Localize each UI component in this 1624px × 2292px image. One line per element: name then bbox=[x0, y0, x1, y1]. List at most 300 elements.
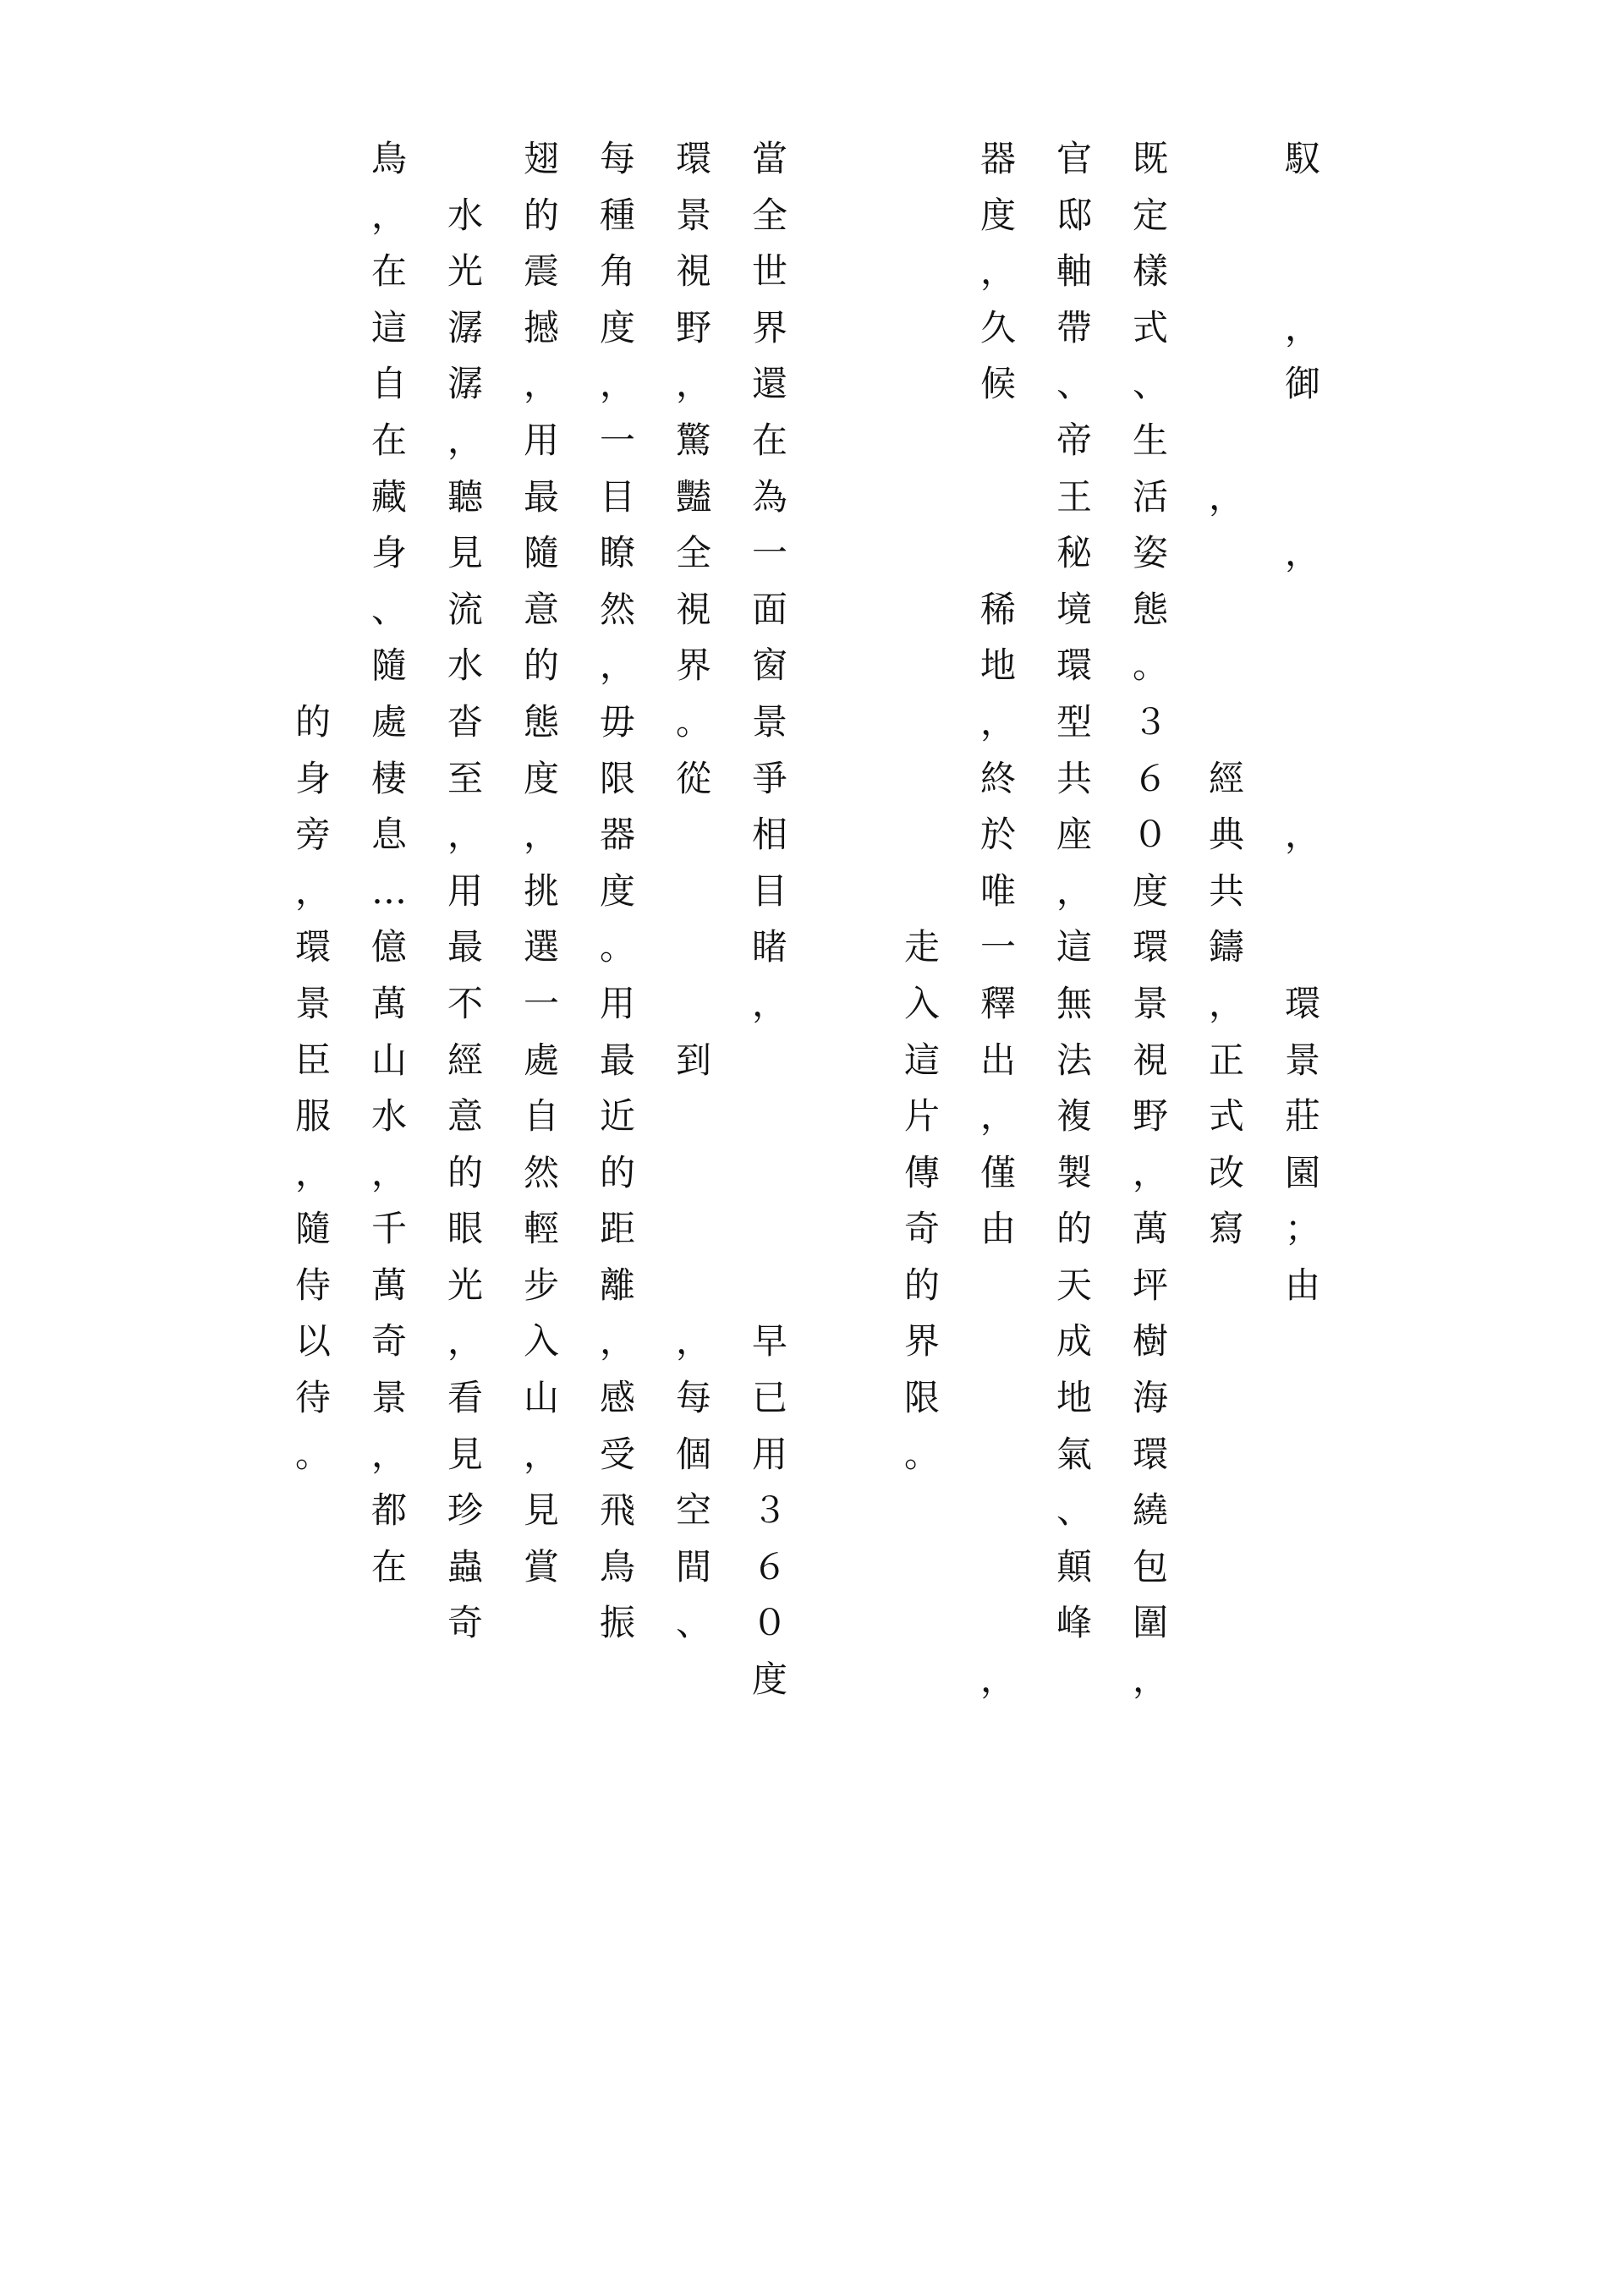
column-character: 園 bbox=[1284, 1151, 1320, 1193]
column-character: 目 bbox=[599, 475, 635, 518]
column-character: 傳 bbox=[903, 1151, 940, 1193]
column-character: ０ bbox=[751, 1602, 787, 1644]
column-character: 受 bbox=[599, 1433, 635, 1475]
column-character: 。 bbox=[599, 926, 635, 968]
column-character: ， bbox=[675, 363, 711, 405]
column-character: 成 bbox=[1056, 1320, 1092, 1363]
column-character bbox=[431, 131, 499, 188]
column-character: 至 bbox=[447, 757, 483, 799]
text-column-7 bbox=[736, 131, 804, 1708]
column-character: 已 bbox=[751, 1377, 787, 1419]
column-character: 見 bbox=[523, 1489, 559, 1532]
column-character bbox=[660, 919, 727, 976]
column-character: 侍 bbox=[294, 1264, 331, 1306]
column-character: 型 bbox=[1056, 700, 1092, 743]
column-character: … bbox=[371, 869, 407, 912]
column-character: 奇 bbox=[903, 1208, 940, 1250]
column-character bbox=[1193, 188, 1260, 244]
column-character bbox=[736, 1088, 804, 1145]
column-character: 寫 bbox=[1208, 1208, 1244, 1250]
column-character: 最 bbox=[599, 1039, 635, 1081]
column-character bbox=[888, 131, 956, 188]
column-character bbox=[660, 807, 727, 864]
column-character bbox=[1269, 582, 1336, 639]
column-character: ， bbox=[523, 1433, 559, 1475]
column-character bbox=[1193, 356, 1260, 413]
column-character: 地 bbox=[1056, 1377, 1092, 1419]
column-character: 御 bbox=[1284, 363, 1320, 405]
column-character bbox=[964, 525, 1032, 582]
column-character: 潺 bbox=[447, 306, 483, 348]
column-character: ， bbox=[294, 1151, 331, 1193]
column-character: 莊 bbox=[1284, 1095, 1320, 1138]
column-character bbox=[888, 244, 956, 300]
column-character bbox=[1193, 244, 1260, 300]
column-character bbox=[888, 638, 956, 694]
column-character: 離 bbox=[599, 1264, 635, 1306]
column-character: 在 bbox=[370, 1545, 407, 1587]
text-column-8 bbox=[660, 131, 727, 1652]
column-character: 在 bbox=[370, 250, 407, 293]
column-character: 視 bbox=[675, 588, 711, 630]
column-character: 隨 bbox=[523, 532, 559, 574]
column-character bbox=[1193, 300, 1260, 357]
column-character bbox=[888, 694, 956, 751]
column-character: 自 bbox=[523, 1095, 559, 1138]
column-character: ， bbox=[1208, 475, 1244, 518]
column-character: 、 bbox=[1056, 1489, 1092, 1532]
column-character: 視 bbox=[1132, 1039, 1168, 1081]
column-character: ； bbox=[1284, 1208, 1320, 1250]
column-character bbox=[1193, 413, 1260, 469]
column-character: 經 bbox=[1208, 757, 1244, 799]
column-character: 感 bbox=[599, 1377, 635, 1419]
column-character: 天 bbox=[1056, 1264, 1092, 1306]
column-character bbox=[1193, 525, 1260, 582]
column-character: 環 bbox=[675, 138, 711, 179]
text-column-10 bbox=[508, 131, 575, 1595]
column-character: 環 bbox=[1056, 644, 1092, 687]
column-character: 瞭 bbox=[599, 532, 635, 574]
column-character: 器 bbox=[979, 138, 1016, 179]
column-character: 旁 bbox=[294, 814, 331, 856]
column-character: 度 bbox=[979, 194, 1016, 236]
column-character: 選 bbox=[523, 926, 559, 968]
column-character: 山 bbox=[370, 1039, 407, 1081]
column-character: ， bbox=[979, 1659, 1016, 1701]
column-character: 鳥 bbox=[370, 138, 407, 179]
column-character: 的 bbox=[447, 1151, 483, 1193]
column-character: ， bbox=[370, 1151, 407, 1193]
column-character: 翅 bbox=[523, 138, 559, 179]
column-character: 眼 bbox=[447, 1208, 483, 1250]
column-character: ， bbox=[1056, 869, 1092, 912]
column-character: ， bbox=[1132, 1151, 1168, 1193]
column-character: 服 bbox=[294, 1095, 331, 1138]
column-character bbox=[964, 1313, 1032, 1370]
column-character bbox=[660, 1258, 727, 1314]
column-character: 。 bbox=[294, 1433, 331, 1475]
text-column-13 bbox=[279, 131, 347, 1483]
column-character: 邸 bbox=[1056, 194, 1092, 236]
column-character: 撼 bbox=[523, 306, 559, 348]
column-character: 一 bbox=[523, 982, 559, 1024]
column-character: 野 bbox=[675, 306, 711, 348]
column-character bbox=[1269, 469, 1336, 526]
column-character bbox=[279, 131, 347, 188]
column-character: 蟲 bbox=[447, 1545, 483, 1587]
column-character: ， bbox=[370, 194, 407, 236]
column-character bbox=[964, 469, 1032, 526]
column-character: 式 bbox=[1208, 1095, 1244, 1138]
column-character: 王 bbox=[1056, 475, 1092, 518]
column-character: ， bbox=[523, 814, 559, 856]
column-character: 繞 bbox=[1132, 1489, 1168, 1532]
column-character: ， bbox=[751, 982, 787, 1024]
column-character bbox=[279, 413, 347, 469]
column-character bbox=[888, 469, 956, 526]
column-character: 最 bbox=[447, 926, 483, 968]
column-character: 藏 bbox=[370, 475, 407, 518]
column-character: 候 bbox=[979, 363, 1016, 405]
column-character: 萬 bbox=[370, 1264, 407, 1306]
column-character: 不 bbox=[447, 982, 483, 1024]
column-character: 的 bbox=[903, 1264, 940, 1306]
column-character: 馭 bbox=[1284, 138, 1320, 179]
column-character: 度 bbox=[599, 869, 635, 912]
column-character: 圍 bbox=[1132, 1602, 1168, 1644]
column-character: 當 bbox=[751, 138, 787, 179]
column-character: 驚 bbox=[675, 419, 711, 461]
column-character: 息 bbox=[370, 814, 407, 856]
column-character: 種 bbox=[599, 194, 635, 236]
column-character: 個 bbox=[675, 1433, 711, 1475]
column-character: 經 bbox=[447, 1039, 483, 1081]
column-character bbox=[279, 188, 347, 244]
column-character: 景 bbox=[751, 700, 787, 743]
column-character: 出 bbox=[979, 1039, 1016, 1081]
column-character: 以 bbox=[294, 1320, 331, 1363]
column-character: 身 bbox=[370, 532, 407, 574]
column-character: 在 bbox=[751, 419, 787, 461]
column-character: 然 bbox=[599, 588, 635, 630]
column-character: 潺 bbox=[447, 363, 483, 405]
column-character: 唯 bbox=[979, 869, 1016, 912]
column-character: 度 bbox=[523, 757, 559, 799]
column-character: 限 bbox=[599, 757, 635, 799]
column-character bbox=[660, 1145, 727, 1202]
column-character: 用 bbox=[751, 1433, 787, 1475]
column-character: 入 bbox=[523, 1320, 559, 1363]
column-character bbox=[1269, 188, 1336, 244]
text-column-9 bbox=[584, 131, 651, 1652]
column-character: 早 bbox=[751, 1320, 787, 1363]
column-character bbox=[888, 582, 956, 639]
column-character: 器 bbox=[599, 814, 635, 856]
column-character: 顛 bbox=[1056, 1545, 1092, 1587]
column-character: 包 bbox=[1132, 1545, 1168, 1587]
column-character: 每 bbox=[599, 138, 635, 179]
column-character: 氣 bbox=[1056, 1433, 1092, 1475]
column-character: 無 bbox=[1056, 982, 1092, 1024]
column-character: 山 bbox=[523, 1377, 559, 1419]
column-character: ， bbox=[447, 814, 483, 856]
column-character: 棲 bbox=[370, 757, 407, 799]
text-column-11 bbox=[431, 131, 499, 1652]
column-character: 隨 bbox=[370, 644, 407, 687]
column-character: ， bbox=[294, 869, 331, 912]
column-character: 、 bbox=[1056, 363, 1092, 405]
column-character: 生 bbox=[1132, 419, 1168, 461]
column-character: 式 bbox=[1132, 306, 1168, 348]
column-character: 相 bbox=[751, 814, 787, 856]
column-character: ０ bbox=[1132, 814, 1168, 856]
column-character: 這 bbox=[1056, 926, 1092, 968]
column-character: ， bbox=[979, 250, 1016, 293]
column-character: 久 bbox=[979, 306, 1016, 348]
column-character: 臣 bbox=[294, 1039, 331, 1081]
column-character: 奇 bbox=[447, 1602, 483, 1644]
text-column-1 bbox=[1269, 131, 1336, 1313]
column-character: 飛 bbox=[599, 1489, 635, 1532]
column-character: 水 bbox=[447, 194, 483, 236]
column-character: 全 bbox=[751, 194, 787, 236]
column-character: 入 bbox=[903, 982, 940, 1024]
column-character: 萬 bbox=[1132, 1208, 1168, 1250]
column-character: 、 bbox=[675, 1602, 711, 1644]
column-character bbox=[964, 1483, 1032, 1539]
column-character: 窗 bbox=[751, 644, 787, 687]
column-character: 最 bbox=[523, 475, 559, 518]
column-character: 片 bbox=[903, 1095, 940, 1138]
column-character: 樣 bbox=[1132, 250, 1168, 293]
column-character: 都 bbox=[370, 1489, 407, 1532]
column-character bbox=[1269, 244, 1336, 300]
column-character bbox=[736, 1201, 804, 1258]
column-character: 待 bbox=[294, 1377, 331, 1419]
column-character: 流 bbox=[447, 588, 483, 630]
column-character: 界 bbox=[751, 306, 787, 348]
column-character: 、 bbox=[370, 588, 407, 630]
column-character: 珍 bbox=[447, 1489, 483, 1532]
text-column-12 bbox=[355, 131, 423, 1595]
column-character: ， bbox=[1284, 814, 1320, 856]
column-character: 態 bbox=[1132, 588, 1168, 630]
column-character bbox=[660, 864, 727, 920]
column-character bbox=[964, 1595, 1032, 1652]
column-character: 既 bbox=[1132, 138, 1168, 179]
column-character: 意 bbox=[447, 1095, 483, 1138]
column-character: 座 bbox=[1056, 814, 1092, 856]
column-character: 步 bbox=[523, 1264, 559, 1306]
column-character: 千 bbox=[370, 1208, 407, 1250]
column-character: 萬 bbox=[370, 982, 407, 1024]
column-character: 身 bbox=[294, 757, 331, 799]
column-character: 距 bbox=[599, 1208, 635, 1250]
column-character: 景 bbox=[1284, 1039, 1320, 1081]
column-character: 景 bbox=[294, 982, 331, 1024]
column-character: 見 bbox=[447, 532, 483, 574]
column-character: 秘 bbox=[1056, 532, 1092, 574]
column-character bbox=[736, 1258, 804, 1314]
column-character bbox=[1269, 919, 1336, 976]
column-character bbox=[1269, 413, 1336, 469]
column-character: 然 bbox=[523, 1151, 559, 1193]
column-character: 角 bbox=[599, 250, 635, 293]
column-character: 的 bbox=[523, 644, 559, 687]
column-character: 這 bbox=[903, 1039, 940, 1081]
column-character: 水 bbox=[370, 1095, 407, 1138]
column-character: 爭 bbox=[751, 757, 787, 799]
column-character: 定 bbox=[1132, 194, 1168, 236]
column-character bbox=[279, 638, 347, 694]
column-character: 到 bbox=[675, 1039, 711, 1081]
column-character: 隨 bbox=[294, 1208, 331, 1250]
column-character bbox=[660, 976, 727, 1033]
column-character: 峰 bbox=[1056, 1602, 1092, 1644]
column-character: 鑄 bbox=[1208, 926, 1244, 968]
column-character: 複 bbox=[1056, 1095, 1092, 1138]
text-column-2 bbox=[1193, 131, 1260, 1258]
column-character: 。 bbox=[903, 1433, 940, 1475]
column-character: 、 bbox=[1132, 363, 1168, 405]
column-character: ， bbox=[1208, 982, 1244, 1024]
column-character: 帶 bbox=[1056, 306, 1092, 348]
column-character: 僅 bbox=[979, 1151, 1016, 1193]
column-character: 正 bbox=[1208, 1039, 1244, 1081]
column-character: 景 bbox=[675, 194, 711, 236]
column-character: 環 bbox=[1284, 982, 1320, 1024]
column-character bbox=[888, 188, 956, 244]
column-character: 間 bbox=[675, 1545, 711, 1587]
column-character bbox=[1193, 582, 1260, 639]
column-character: 環 bbox=[1132, 926, 1168, 968]
column-character bbox=[660, 1088, 727, 1145]
column-character: 賞 bbox=[523, 1545, 559, 1587]
column-character: ， bbox=[1132, 1659, 1168, 1701]
column-character bbox=[964, 1370, 1032, 1427]
column-character: 態 bbox=[523, 700, 559, 743]
column-character: ， bbox=[599, 1320, 635, 1363]
column-character: 沓 bbox=[447, 700, 483, 743]
column-character: ６ bbox=[1132, 757, 1168, 799]
column-character: 度 bbox=[751, 1659, 787, 1701]
column-character: 鳥 bbox=[599, 1545, 635, 1587]
column-character: ６ bbox=[751, 1545, 787, 1587]
column-character: ， bbox=[979, 1095, 1016, 1138]
column-character: 活 bbox=[1132, 475, 1168, 518]
column-character: 度 bbox=[1132, 869, 1168, 912]
column-character bbox=[1269, 638, 1336, 694]
column-character: 處 bbox=[523, 1039, 559, 1081]
column-character: 面 bbox=[751, 588, 787, 630]
column-character: ， bbox=[979, 700, 1016, 743]
column-character: ， bbox=[599, 363, 635, 405]
text-column-6 bbox=[888, 131, 956, 1483]
column-character: 用 bbox=[447, 869, 483, 912]
column-character: 一 bbox=[751, 532, 787, 574]
column-character bbox=[964, 1427, 1032, 1483]
column-character: 在 bbox=[370, 419, 407, 461]
column-character: 從 bbox=[675, 757, 711, 799]
column-character: 自 bbox=[370, 363, 407, 405]
column-character bbox=[888, 807, 956, 864]
column-character: 這 bbox=[370, 306, 407, 348]
column-character: 的 bbox=[1056, 1208, 1092, 1250]
column-character: 景 bbox=[370, 1377, 407, 1419]
column-character bbox=[964, 413, 1032, 469]
column-character bbox=[1269, 864, 1336, 920]
column-character: 製 bbox=[1056, 1151, 1092, 1193]
column-character: ， bbox=[599, 644, 635, 687]
column-character: 軸 bbox=[1056, 250, 1092, 293]
column-character: 稀 bbox=[979, 588, 1016, 630]
column-character: 視 bbox=[675, 250, 711, 293]
column-character: 界 bbox=[903, 1320, 940, 1363]
column-character: 為 bbox=[751, 475, 787, 518]
column-character: 地 bbox=[979, 644, 1016, 687]
column-character bbox=[1193, 638, 1260, 694]
column-character bbox=[888, 864, 956, 920]
column-character: 處 bbox=[370, 700, 407, 743]
column-character: 野 bbox=[1132, 1095, 1168, 1138]
column-character bbox=[888, 751, 956, 808]
column-character: ３ bbox=[751, 1489, 787, 1532]
column-character: ， bbox=[675, 1320, 711, 1363]
column-character: 光 bbox=[447, 1264, 483, 1306]
column-character bbox=[1269, 751, 1336, 808]
column-character: 走 bbox=[903, 926, 940, 968]
column-character: 見 bbox=[447, 1433, 483, 1475]
column-character bbox=[279, 244, 347, 300]
column-character: 終 bbox=[979, 757, 1016, 799]
column-character: ， bbox=[523, 363, 559, 405]
column-character: 振 bbox=[599, 1602, 635, 1644]
column-character: 限 bbox=[903, 1377, 940, 1419]
column-character bbox=[736, 1033, 804, 1089]
column-character: 睹 bbox=[751, 926, 787, 968]
column-character: 官 bbox=[1056, 138, 1092, 179]
column-character: 看 bbox=[447, 1377, 483, 1419]
column-character: 震 bbox=[523, 250, 559, 293]
column-character: 還 bbox=[751, 363, 787, 405]
column-character bbox=[888, 525, 956, 582]
column-character bbox=[964, 1539, 1032, 1596]
column-character bbox=[279, 525, 347, 582]
column-character bbox=[888, 300, 956, 357]
column-character: 改 bbox=[1208, 1151, 1244, 1193]
column-character: 挑 bbox=[523, 869, 559, 912]
text-column-3 bbox=[1116, 131, 1184, 1708]
column-character bbox=[279, 300, 347, 357]
column-character: 光 bbox=[447, 250, 483, 293]
column-character bbox=[279, 356, 347, 413]
column-character: 環 bbox=[294, 926, 331, 968]
column-character bbox=[964, 1258, 1032, 1314]
column-character: 世 bbox=[751, 250, 787, 293]
column-character: 由 bbox=[979, 1208, 1016, 1250]
column-character: 海 bbox=[1132, 1377, 1168, 1419]
column-character: 度 bbox=[599, 306, 635, 348]
column-character: 於 bbox=[979, 814, 1016, 856]
column-character: ， bbox=[1284, 532, 1320, 574]
column-character: 環 bbox=[1132, 1433, 1168, 1475]
column-character: 用 bbox=[599, 982, 635, 1024]
column-character: ， bbox=[1284, 306, 1320, 348]
column-character: 的 bbox=[523, 194, 559, 236]
column-character: 近 bbox=[599, 1095, 635, 1138]
column-character: ， bbox=[370, 1433, 407, 1475]
